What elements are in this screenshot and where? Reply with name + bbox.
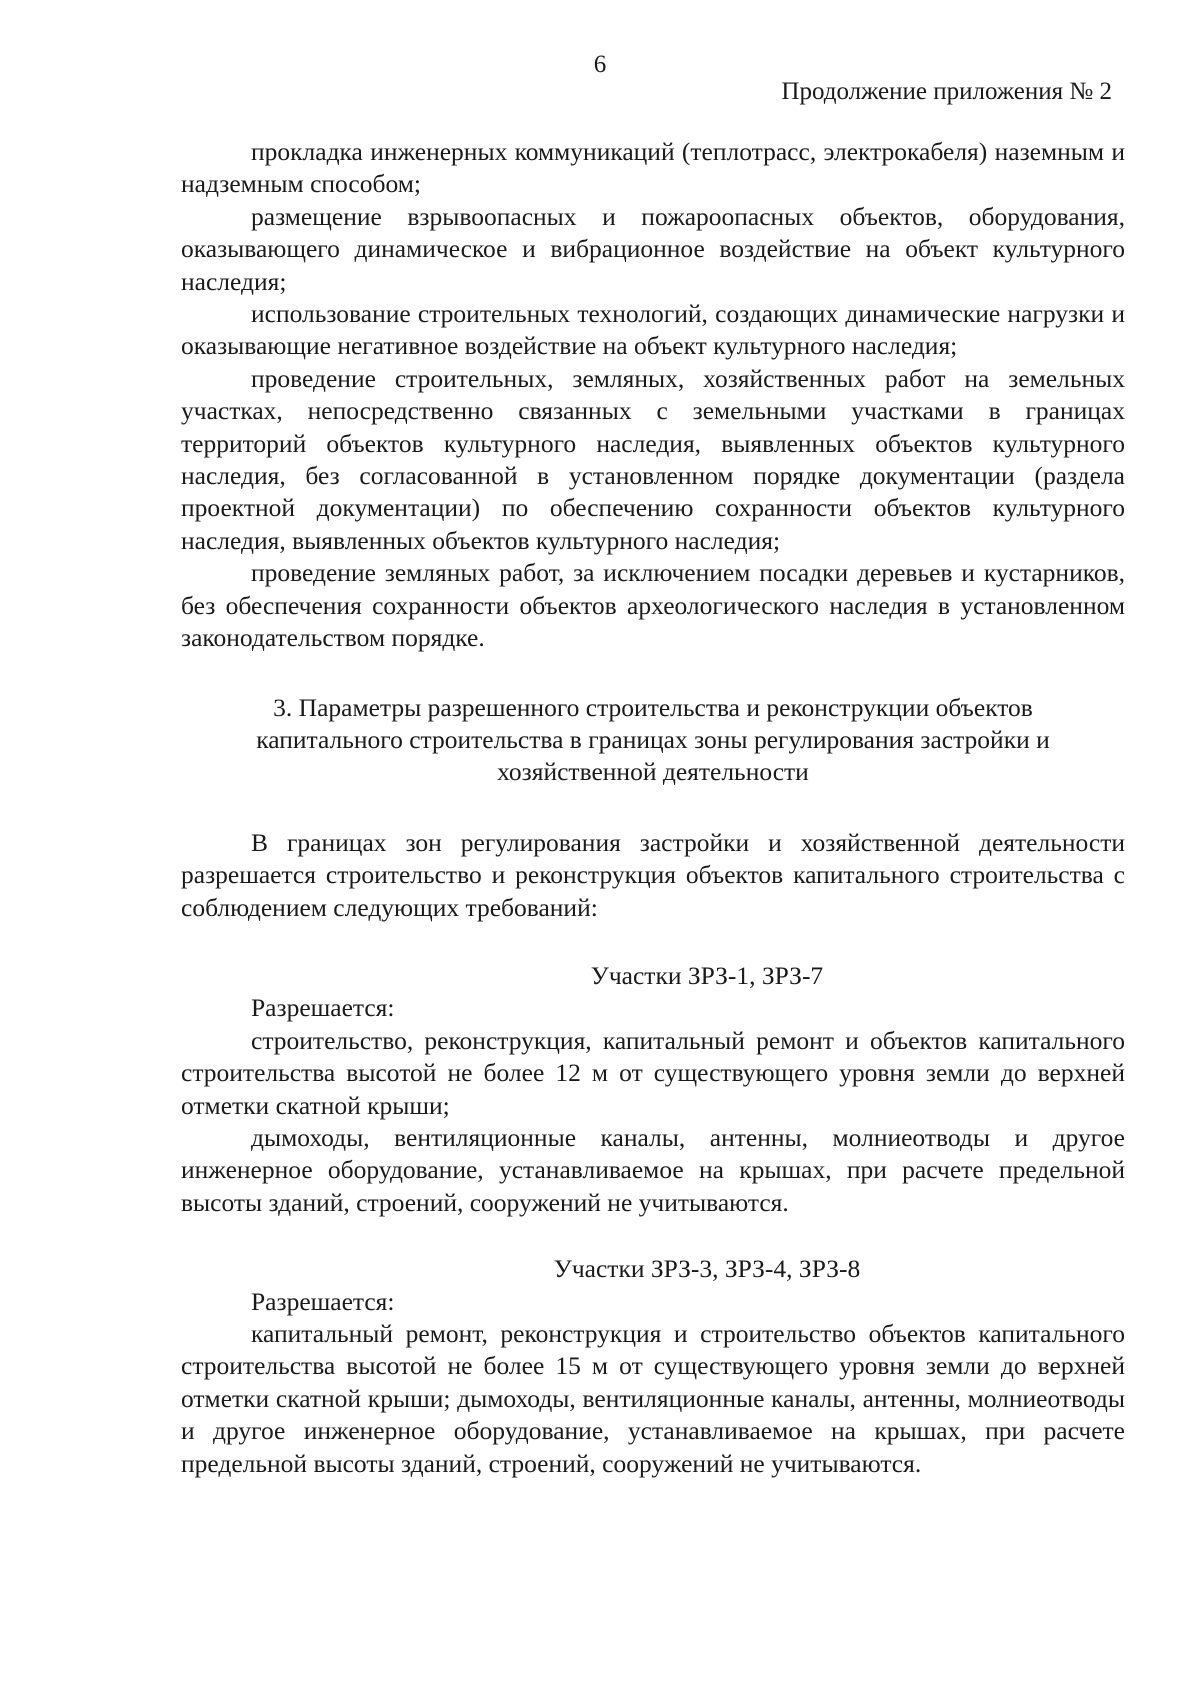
plot-item: дымоходы, вентиляционные каналы, антенны, молниеотводы и другое инженерное оборудование, устанавливаемое на крышах, при расчете предельной высоты зданий, строений, сооружений не учитываются. — [181, 1122, 1125, 1217]
plot-item: капитальный ремонт, реконструкция и строительство объектов капитального строительства высотой не более 15 м от существующего уровня земли до верхней отметки скатной крыши; дымоходы, вентиляционные каналы, антенны, молниеотводы и другое инженерное оборудование, устанавливаемое на крышах, при расчете предельной высоты зданий, строений, сооружений не учитываются. — [181, 1319, 1125, 1478]
appendix-note: Продолжение приложения № 2 — [781, 78, 1112, 105]
restriction-item: использование строительных технологий, создающих динамические нагрузки и оказывающие негативное воздействие на объект культурного наследия; — [181, 299, 1125, 361]
plot-block — [181, 960, 1125, 1219]
section-3-heading-line: капитального строительства в границах зоны регулирования застройки и — [256, 724, 1050, 754]
section-3-heading-line: хозяйственной деятельности — [497, 757, 809, 787]
plot-item: строительство, реконструкция, капитальный ремонт и объектов капитального строительства высотой не более 12 м от существующего уровня земли до верхней отметки скатной крыши; — [181, 1025, 1125, 1120]
document-body — [181, 136, 1125, 1480]
page-number: 6 — [593, 51, 607, 78]
section-3-heading — [181, 692, 1125, 789]
section-3-heading-line: 3. Параметры разрешенного строительства и реконструкции объектов — [273, 692, 1033, 722]
restriction-item: прокладка инженерных коммуникаций (теплотрасс, электрокабеля) наземным и надземным способом; — [181, 137, 1125, 199]
restriction-item: размещение взрывоопасных и пожароопасных объектов, оборудования, оказывающего динамическое и вибрационное воздействие на объект культурного наследия; — [181, 201, 1125, 296]
section-3-intro: В границах зон регулирования застройки и хозяйственной деятельности разрешается строительство и реконструкция объектов капитального строительства с соблюдением следующих требований: — [181, 827, 1125, 922]
plot-title: Участки ЗРЗ-3, ЗРЗ-4, ЗРЗ-8 — [553, 1254, 861, 1284]
plot-block — [181, 1253, 1125, 1480]
restriction-item: проведение строительных, земляных, хозяйственных работ на земельных участках, непосредственно связанных с земельными участками в границах территорий объектов культурного наследия, выявленных объектов культурного наследия, без согласованной в установленном порядке документации (раздела проектной документации) по обеспечению сохранности объектов культурного наследия, выявленных объектов культурного наследия; — [181, 363, 1125, 555]
allowed-label: Разрешается: — [251, 993, 395, 1023]
plot-title: Участки ЗРЗ-1, ЗРЗ-7 — [590, 960, 824, 990]
restriction-item: проведение земляных работ, за исключением посадки деревьев и кустарников, без обеспечения сохранности объектов археологического наследия в установленном законодательством порядке. — [181, 558, 1125, 653]
allowed-label: Разрешается: — [251, 1286, 395, 1316]
